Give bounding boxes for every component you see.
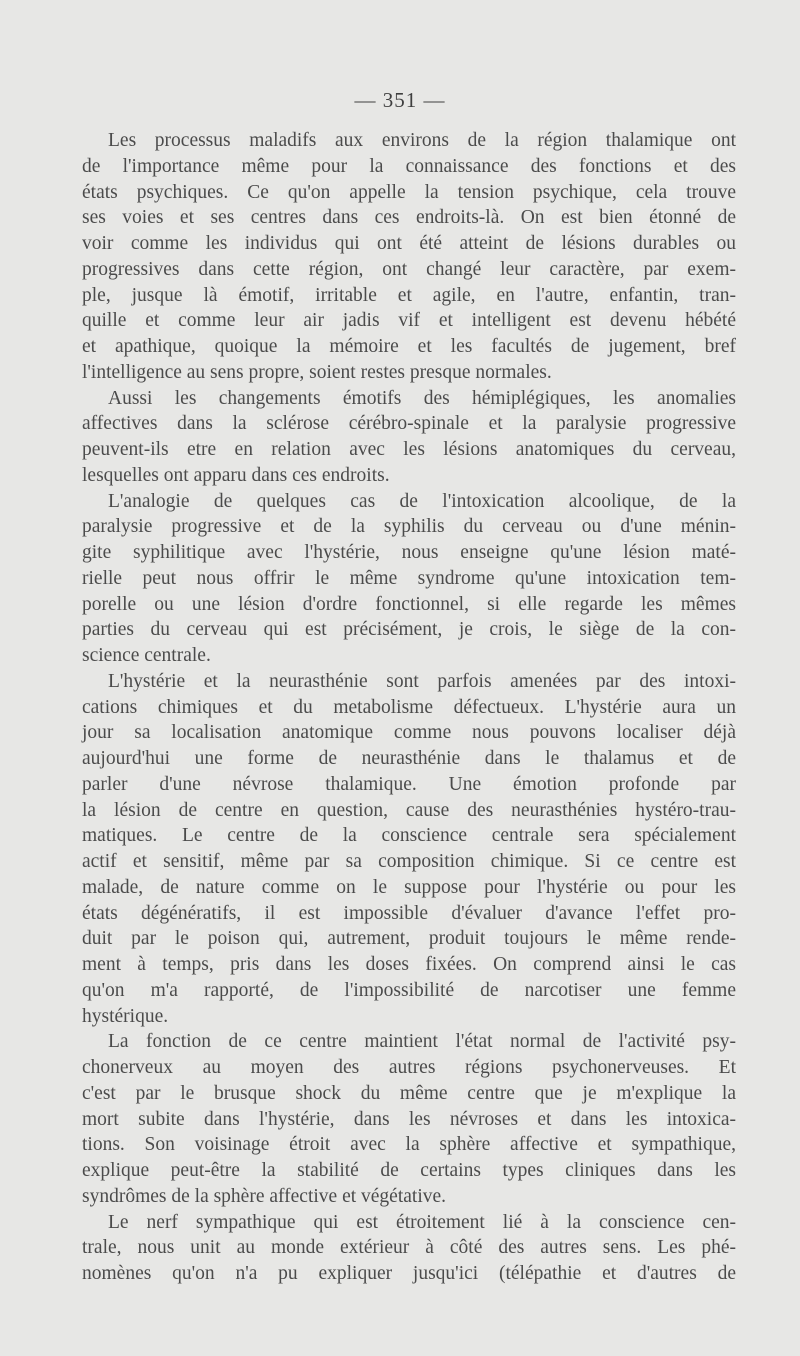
- text-line: c'est par le brusque shock du même centre que je m'explique la: [82, 1082, 736, 1104]
- text-line: ses voies et ses centres dans ces endroits-là. On est bien étonné de: [82, 207, 736, 229]
- text-line: chonerveux au moyen des autres régions psychonerveuses. Et: [82, 1057, 736, 1078]
- text-line: et apathique, quoique la mémoire et les facultés de jugement, bref: [82, 336, 736, 357]
- text-line: l'intelligence au sens propre, soient restes presque normales.: [82, 361, 552, 383]
- text-line: mort subite dans l'hystérie, dans les névroses et dans les intoxica-: [82, 1108, 736, 1130]
- text-line: aujourd'hui une forme de neurasthénie dans le thalamus et de: [82, 748, 736, 769]
- text-line: jour sa localisation anatomique comme nous pouvons localiser déjà: [82, 722, 736, 744]
- text-line: syndrômes de la sphère affective et végétative.: [82, 1185, 447, 1207]
- text-line: hystérique.: [82, 1005, 169, 1027]
- text-line: ple, jusque là émotif, irritable et agile, en l'autre, enfantin, tran-: [82, 284, 736, 306]
- text-line: actif et sensitif, même par sa composition chimique. Si ce centre est: [82, 851, 736, 872]
- text-line: lesquelles ont apparu dans ces endroits.: [82, 464, 390, 486]
- text-line: L'hystérie et la neurasthénie sont parfois amenées par des intoxi-: [108, 670, 736, 692]
- text-line: trale, nous unit au monde extérieur à côté des autres sens. Les phé-: [82, 1237, 736, 1259]
- text-line: progressives dans cette région, ont changé leur caractère, par exem-: [82, 258, 736, 280]
- text-line: L'analogie de quelques cas de l'intoxication alcoolique, de la: [108, 490, 736, 512]
- text-line: quille et comme leur air jadis vif et intelligent est devenu hébété: [82, 310, 736, 332]
- text-line: gite syphilitique avec l'hystérie, nous enseigne qu'une lésion maté-: [82, 542, 736, 563]
- text-line: porelle ou une lésion d'ordre fonctionnel, si elle regarde les mêmes: [82, 593, 736, 615]
- text-line: nomènes qu'on n'a pu expliquer jusqu'ici (télépathie et d'autres de: [82, 1263, 736, 1284]
- text-line: de l'importance même pour la connaissance des fonctions et des: [82, 155, 736, 177]
- page-number: — 351 —: [354, 88, 446, 112]
- text-line: voir comme les individus qui ont été atteint de lésions durables ou: [82, 233, 736, 254]
- text-line: affectives dans la sclérose cérébro-spinale et la paralysie progressive: [82, 413, 736, 435]
- text-line: cations chimiques et du metabolisme défectueux. L'hystérie aura un: [82, 696, 736, 718]
- text-line: Aussi les changements émotifs des hémiplégiques, les anomalies: [108, 387, 736, 409]
- text-line: paralysie progressive et de la syphilis du cerveau ou d'une ménin-: [82, 516, 736, 538]
- text-line: explique peut-être la stabilité de certains types cliniques dans les: [82, 1160, 736, 1181]
- text-line: parties du cerveau qui est précisément, je crois, le siège de la con-: [82, 619, 736, 641]
- text-line: La fonction de ce centre maintient l'état normal de l'activité psy-: [108, 1031, 736, 1053]
- text-line: rielle peut nous offrir le même syndrome qu'une intoxication tem-: [82, 567, 736, 589]
- text-line: états psychiques. Ce qu'on appelle la tension psychique, cela trouve: [82, 181, 736, 203]
- text-line: duit par le poison qui, autrement, produit toujours le même rende-: [82, 928, 736, 950]
- text-line: malade, de nature comme on le suppose pour l'hystérie ou pour les: [82, 876, 736, 898]
- text-line: parler d'une névrose thalamique. Une émotion profonde par: [82, 773, 736, 795]
- text-line: états dégénératifs, il est impossible d'évaluer d'avance l'effet pro-: [82, 902, 736, 924]
- text-line: Le nerf sympathique qui est étroitement lié à la conscience cen-: [108, 1211, 736, 1233]
- text-line: la lésion de centre en question, cause des neurasthénies hystéro-trau-: [82, 799, 736, 821]
- text-line: peuvent-ils etre en relation avec les lésions anatomiques du cerveau,: [82, 439, 736, 460]
- text-line: matiques. Le centre de la conscience centrale sera spécialement: [82, 825, 736, 847]
- text-line: Les processus maladifs aux environs de la région thalamique ont: [108, 130, 736, 151]
- body-text: [82, 128, 736, 1287]
- text-line: qu'on m'a rapporté, de l'impossibilité de narcotiser une femme: [82, 979, 736, 1001]
- text-line: ment à temps, pris dans les doses fixées. On comprend ainsi le cas: [82, 954, 736, 975]
- text-line: tions. Son voisinage étroit avec la sphère affective et sympathique,: [82, 1134, 736, 1156]
- text-line: science centrale.: [82, 645, 211, 666]
